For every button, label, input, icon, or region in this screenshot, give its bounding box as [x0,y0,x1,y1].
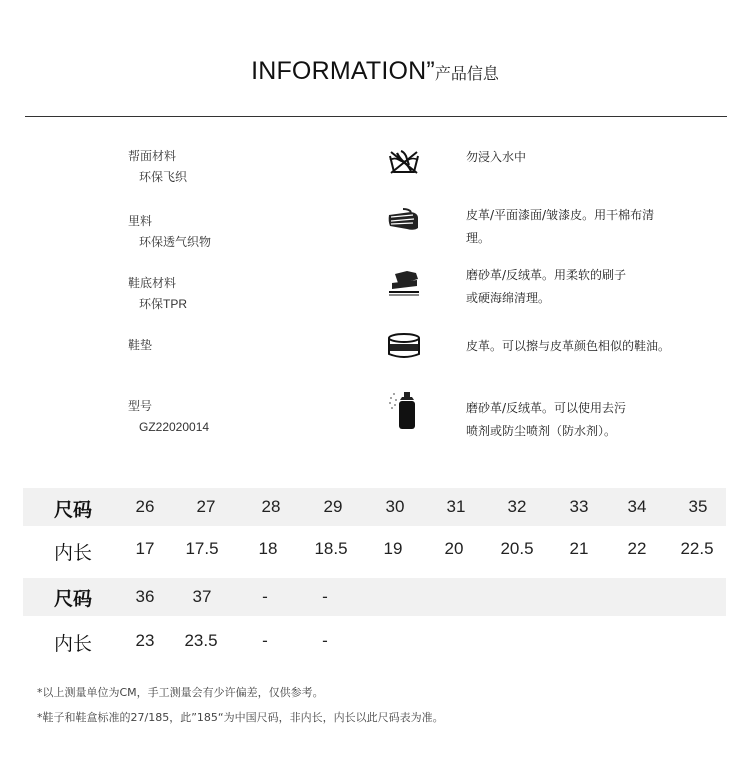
care-line: 磨砂革/反绒革。用柔软的刷子 [466,268,627,282]
length-cell: 23.5 [184,631,218,650]
length-cell: - [322,631,328,650]
care-text-suede-spray [466,397,706,443]
size-cell: 27 [196,497,216,516]
care-line: 或硬海绵清理。 [466,291,551,305]
size-cell: 36 [135,587,155,606]
length-cell: 18.5 [314,539,348,558]
material-insole [128,335,152,356]
material-label: 鞋垫 [128,338,153,352]
size-cell: 32 [507,497,527,516]
length-label-2: 内长 [54,633,93,655]
care-line: 勿浸入水中 [466,150,527,164]
length-label-1: 内长 [54,542,93,564]
length-cell: 21 [569,539,589,558]
material-label: 鞋底材料 [128,276,177,290]
size-cell: 28 [261,497,281,516]
footnote-measurement: *以上测量单位为CM，手工测量会有少许偏差，仅供参考。 [37,686,324,699]
length-cell: 19 [383,539,403,558]
page-subtitle: 产品信息 [434,64,499,83]
spray-can-icon [387,388,421,436]
size-cell: 31 [446,497,466,516]
material-lining [128,211,211,253]
material-value: 环保透气织物 [139,235,212,249]
size-cell: 37 [192,587,212,606]
care-line: 理。 [466,231,491,245]
shoe-polish-icon [387,332,421,364]
page-title: INFORMATION” [251,57,435,85]
care-text-polish [466,335,706,358]
no-soak-icon [387,147,421,179]
page-header [0,57,750,86]
length-cell: 23 [135,631,155,650]
size-label-1: 尺码 [54,499,93,521]
material-label: 里料 [128,214,153,228]
size-cell: 33 [569,497,589,516]
size-cell: 26 [135,497,155,516]
model-number: GZ22020014 [139,420,210,434]
care-text-leather [466,204,706,250]
length-cell: 17.5 [185,539,219,558]
header-divider [25,116,727,117]
footnote-size-standard: *鞋子和鞋盒标准的27/185，此”185“为中国尺码，非内长，内长以此尺码表为准。 [37,711,444,724]
size-cell: - [322,587,328,606]
size-cell: 34 [627,497,647,516]
material-model [128,396,209,438]
material-upper [128,146,187,188]
size-cell: 35 [688,497,708,516]
material-value: 环保飞织 [139,170,188,184]
material-label: 型号 [128,399,153,413]
care-line: 喷剂或防尘喷剂（防水剂）。 [466,424,617,438]
care-line: 皮革/平面漆面/皱漆皮。用干棉布清 [466,208,655,222]
cloth-wipe-icon [387,207,421,239]
care-text-no-soak [466,146,706,169]
care-line: 磨砂革/反绒革。可以使用去污 [466,401,627,415]
length-cell: 22 [627,539,647,558]
material-sole [128,273,187,315]
length-cell: 22.5 [680,539,714,558]
length-cell: 18 [258,539,278,558]
size-label-2: 尺码 [54,588,93,610]
size-cell: 30 [385,497,405,516]
care-line: 皮革。可以擦与皮革颜色相似的鞋油。 [466,339,671,353]
size-cell: - [262,587,268,606]
length-cell: 17 [135,539,155,558]
size-cell: 29 [323,497,343,516]
length-cell: 20 [444,539,464,558]
brush-icon [387,268,421,300]
care-text-suede-brush [466,264,706,310]
length-cell: - [262,631,268,650]
material-label: 帮面材料 [128,149,177,163]
length-cell: 20.5 [500,539,534,558]
material-value: 环保TPR [139,297,188,311]
